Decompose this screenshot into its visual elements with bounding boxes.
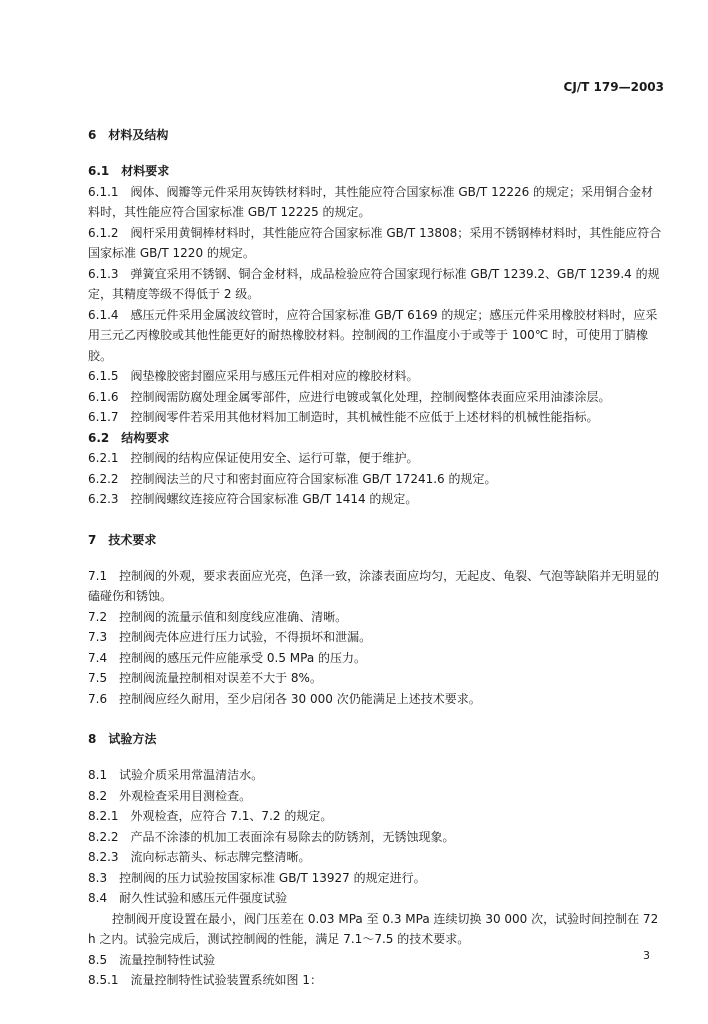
clause-6-1-2: 6.1.2 阀杆采用黄铜棒材料时，其性能应符合国家标准 GB/T 13808；采用不锈钢棒材料时，其性能应符合国家标准 GB/T 1220 的规定。 — [88, 225, 662, 260]
document-body — [88, 126, 663, 991]
clause-6-1-1: 6.1.1 阀体、阀瓣等元件采用灰铸铁材料时，其性能应符合国家标准 GB/T 12226 的规定；采用铜合金材料时，其性能应符合国家标准 GB/T 12225 的规定。 — [88, 184, 654, 219]
clause-8-5-1: 8.5.1 流量控制特性试验装置系统如图 1： — [88, 973, 322, 987]
clause-6-1-5: 6.1.5 阀垫橡胶密封圈应采用与感压元件相对应的橡胶材料。 — [88, 369, 419, 383]
clause-7-5: 7.5 控制阀流量控制相对误差不大于 8%。 — [88, 671, 322, 685]
standard-number: CJ/T 179—2003 — [563, 80, 664, 94]
section-8-title: 8 试验方法 — [88, 732, 157, 746]
section-7-title: 7 技术要求 — [88, 532, 157, 547]
clause-7-4: 7.4 控制阀的感压元件应能承受 0.5 MPa 的压力。 — [88, 650, 367, 665]
clause-6-1-6: 6.1.6 控制阀需防腐处理金属零部件，应进行电镀或氧化处理，控制阀整体表面应采用油漆涂层。 — [88, 389, 611, 404]
clause-8-4-body: 控制阀开度设置在最小，阀门压差在 0.03 MPa 至 0.3 MPa 连续切换 30 000 次，试验时间控制在 72 h 之内。试验完成后，测试控制阀的性能，满足 7.1～7.5 的技术要求。 — [88, 911, 659, 946]
clause-7-1: 7.1 控制阀的外观，要求表面应光亮，色泽一致，涂漆表面应均匀，无起皮、龟裂、气泡等缺陷并无明显的磕碰伤和锈蚀。 — [88, 568, 660, 603]
clause-7-2: 7.2 控制阀的流量示值和刻度线应准确、清晰。 — [88, 609, 348, 624]
clause-6-1-4: 6.1.4 感压元件采用金属波纹管时，应符合国家标准 GB/T 6169 的规定；感压元件采用橡胶材料时，应采用三元乙丙橡胶或其他性能更好的耐热橡胶材料。控制阀的工作温度小于或等于 100℃ 时，可使用丁腈橡胶。 — [88, 307, 658, 363]
clause-7-6: 7.6 控制阀应经久耐用，至少启闭各 30 000 次仍能满足上述技术要求。 — [88, 691, 481, 706]
clause-6-2-1: 6.2.1 控制阀的结构应保证使用安全、运行可靠，便于维护。 — [88, 451, 419, 465]
clause-8-2-1: 8.2.1 外观检查，应符合 7.1、7.2 的规定。 — [88, 809, 333, 823]
clause-8-1: 8.1 试验介质采用常温清洁水。 — [88, 768, 264, 782]
clause-8-3: 8.3 控制阀的压力试验按国家标准 GB/T 13927 的规定进行。 — [88, 870, 426, 885]
page-number: 3 — [643, 949, 650, 962]
clause-8-2-3: 8.2.3 流向标志箭头、标志牌完整清晰。 — [88, 850, 311, 864]
clause-7-3: 7.3 控制阀壳体应进行压力试验，不得损坏和泄漏。 — [88, 630, 372, 644]
clause-8-2-2: 8.2.2 产品不涂漆的机加工表面涂有易除去的防锈剂，无锈蚀现象。 — [88, 829, 455, 844]
clause-6-1-7: 6.1.7 控制阀零件若采用其他材料加工制造时，其机械性能不应低于上述材料的机械性能指标。 — [88, 410, 599, 424]
clause-8-5: 8.5 流量控制特性试验 — [88, 952, 216, 967]
clause-6-2-3: 6.2.3 控制阀螺纹连接应符合国家标准 GB/T 1414 的规定。 — [88, 492, 418, 506]
section-6-title: 6 材料及结构 — [88, 128, 169, 142]
clause-8-2: 8.2 外观检查采用目测检查。 — [88, 788, 252, 803]
clause-6-2-2: 6.2.2 控制阀法兰的尺寸和密封面应符合国家标准 GB/T 17241.6 的规定。 — [88, 471, 497, 486]
section-6-2-title: 6.2 结构要求 — [88, 430, 170, 445]
clause-8-4: 8.4 耐久性试验和感压元件强度试验 — [88, 891, 288, 905]
section-6-1-title: 6.1 材料要求 — [88, 164, 170, 178]
clause-6-1-3: 6.1.3 弹簧宜采用不锈钢、铜合金材料，成品检验应符合国家现行标准 GB/T 1239.2、GB/T 1239.4 的规定，其精度等级不得低于 2 级。 — [88, 266, 660, 301]
